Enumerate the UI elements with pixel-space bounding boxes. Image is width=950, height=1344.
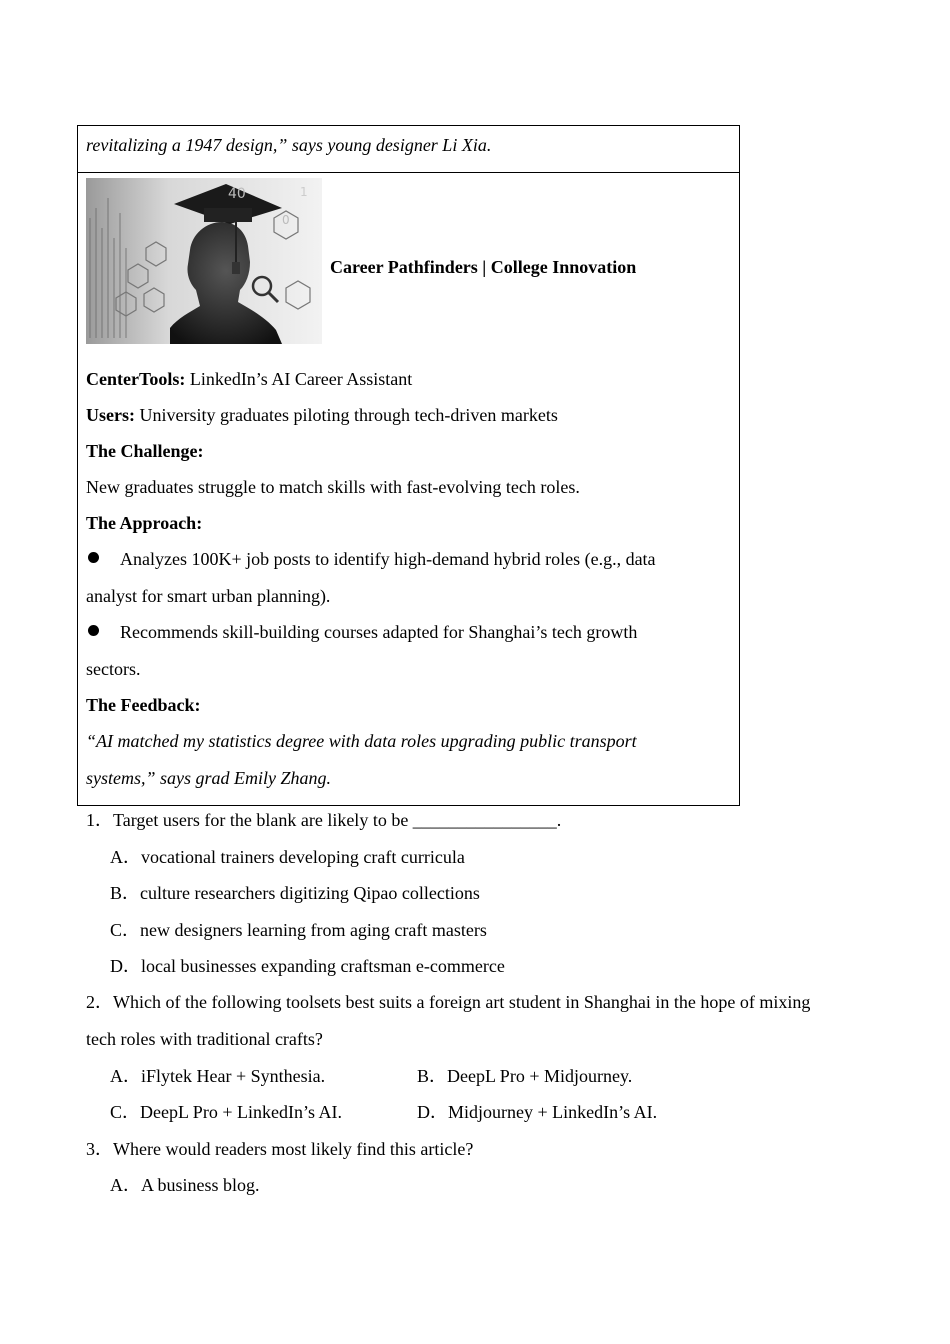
question-2-option-d: D．Midjourney + LinkedIn’s AI. [417, 1102, 658, 1122]
question-1-option-d: D．local businesses expanding craftsman e-commerce [110, 956, 505, 976]
approach-bullet-1 [88, 548, 656, 570]
challenge-label: The Challenge: [86, 441, 204, 461]
center-tools-value: LinkedIn’s AI Career Assistant [185, 369, 413, 389]
svg-text:0: 0 [282, 213, 290, 227]
question-2-option-a: A．iFlytek Hear + Synthesia. [110, 1066, 326, 1086]
approach-label: The Approach: [86, 513, 203, 533]
svg-text:1: 1 [300, 185, 308, 199]
bullet-1-text: Analyzes 100K+ job posts to identify high-demand hybrid roles (e.g., data [120, 549, 656, 569]
bullet-2-continuation: sectors. [86, 659, 141, 679]
approach-bullet-2 [88, 621, 637, 643]
bullet-1-continuation: analyst for smart urban planning). [86, 586, 331, 606]
question-2-stem-line-1: 2．Which of the following toolsets best suits a foreign art student in Shanghai in the hope of mixing [86, 992, 811, 1012]
graduate-silhouette-image [86, 178, 322, 344]
question-3-stem: 3．Where would readers most likely find this article? [86, 1139, 474, 1159]
question-1-option-c: C．new designers learning from aging craft masters [110, 920, 487, 940]
question-1-stem: 1．Target users for the blank are likely to be ________________. [86, 810, 562, 830]
feedback-label: The Feedback: [86, 695, 201, 715]
bullet-icon [88, 552, 99, 563]
bullet-icon [88, 625, 99, 636]
center-tools-label: CenterTools: [86, 369, 186, 389]
users-value: University graduates piloting through tech-driven markets [134, 405, 558, 425]
question-1-option-b: B．culture researchers digitizing Qipao collections [110, 883, 480, 903]
feedback-quote-line-1: “AI matched my statistics degree with data roles upgrading public transport [86, 731, 637, 751]
users-row [86, 404, 558, 426]
question-2-option-b: B．DeepL Pro + Midjourney. [417, 1066, 633, 1086]
question-2-option-c: C．DeepL Pro + LinkedIn’s AI. [110, 1102, 342, 1122]
question-1-option-a: A．vocational trainers developing craft curricula [110, 847, 465, 867]
question-3-option-a: A．A business blog. [110, 1175, 260, 1195]
bullet-2-text: Recommends skill-building courses adapted for Shanghai’s tech growth [120, 622, 638, 642]
users-label: Users: [86, 405, 135, 425]
center-tools-row [86, 368, 412, 390]
top-quote: revitalizing a 1947 design,” says young designer Li Xia. [86, 135, 492, 155]
svg-text:40: 40 [228, 186, 246, 202]
feedback-quote-line-2: systems,” says grad Emily Zhang. [86, 768, 332, 788]
challenge-text: New graduates struggle to match skills with fast-evolving tech roles. [86, 477, 580, 497]
question-2-stem-line-2: tech roles with traditional crafts? [86, 1029, 323, 1049]
career-heading: Career Pathfinders | College Innovation [330, 257, 637, 277]
